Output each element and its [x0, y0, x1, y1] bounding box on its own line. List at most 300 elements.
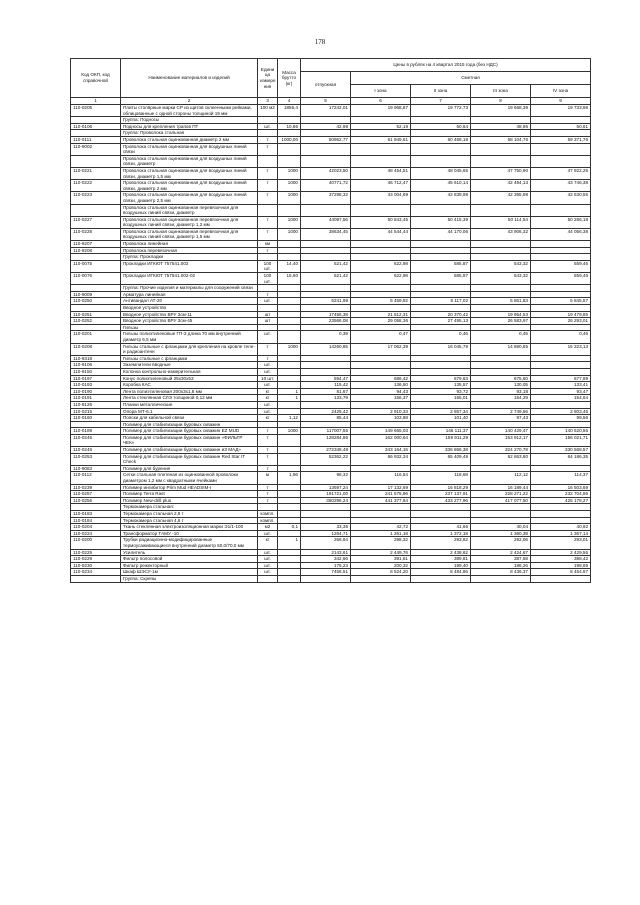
cell-zone-2-price: 19 772,73 [411, 105, 471, 117]
cell-zone-3-price: 42 494,13 [471, 180, 531, 192]
cell-unit [258, 421, 278, 428]
cell-name: Гильзы стальные с фланцами [121, 355, 258, 362]
cell-mass: 1 [278, 388, 301, 395]
cell-zone-3-price: 62 863,80 [471, 453, 531, 465]
cell-name: Проволока стальная оцинкованная перевязочная для воздушных линий связи, диаметр 1,5 мм [121, 228, 258, 240]
table-row [71, 305, 591, 312]
page-number: 178 [314, 38, 326, 46]
table-row [71, 408, 591, 415]
cell-zone-2-price: 679,63 [411, 375, 471, 382]
cell-zone-2-price: 16 045,79 [411, 343, 471, 355]
cell-code [71, 421, 121, 428]
table-row [71, 465, 591, 472]
cell-zone-2-price [411, 421, 471, 428]
table-row [71, 375, 591, 382]
cell-mass: 0,1 [278, 524, 301, 531]
cell-name: Проволока стальная оцинкованная для воздушных линий связи, диаметр 1,5 мм [121, 167, 258, 179]
cell-zone-4-price: 388,42 [531, 556, 591, 563]
cell-zone-4-price: 50 286,18 [531, 216, 591, 228]
cell-unit: т [258, 497, 278, 504]
cell-zone-2-price [411, 305, 471, 312]
cell-code: 110-0215 [71, 408, 121, 415]
cell-name: Гильзы [121, 324, 258, 331]
cell-zone-4-price: 156 021,71 [531, 434, 591, 446]
cell-release-price: 5241,98 [301, 298, 351, 305]
cell-release-price [301, 305, 351, 312]
cell-unit: т [258, 180, 278, 192]
header-unit: Едини ца измере ния [258, 59, 278, 98]
cell-code: 110-0221 [71, 167, 121, 179]
cell-code: 110-9207 [71, 241, 121, 248]
cell-zone-3-price: 417 077,50 [471, 497, 531, 504]
header-zone-4: IV зона [531, 85, 591, 98]
cell-zone-1-price [351, 254, 411, 261]
cell-zone-1-price: 200,32 [351, 562, 411, 569]
cell-zone-3-price: 154,29 [471, 395, 531, 402]
cell-zone-3-price: 40,04 [471, 524, 531, 531]
cell-unit: т [258, 465, 278, 472]
table-row [71, 331, 591, 343]
cell-code: 110-0253 [71, 453, 121, 465]
cell-zone-4-price [531, 241, 591, 248]
cell-zone-1-price [351, 517, 411, 524]
cell-release-price [301, 291, 351, 298]
cell-zone-1-price: 42,72 [351, 524, 411, 531]
cell-mass: 1856,4 [278, 105, 301, 117]
cell-release-price [301, 204, 351, 216]
cell-mass: 1000 [278, 180, 301, 192]
cell-zone-4-price: 19 479,85 [531, 311, 591, 318]
cell-zone-2-price: 60 468,18 [411, 136, 471, 143]
cell-zone-4-price: 154,64 [531, 395, 591, 402]
cell-zone-4-price [531, 421, 591, 428]
cell-name: Шкаф ШЭСУ-1м [121, 569, 258, 576]
cell-code: 110-9106 [71, 362, 121, 369]
cell-zone-2-price [411, 204, 471, 216]
cell-code: 110-0223 [71, 192, 121, 204]
table-row [71, 273, 591, 285]
table-row [71, 428, 591, 435]
column-index-row [71, 98, 591, 105]
table-row [71, 511, 591, 518]
cell-release-price: 23566,08 [301, 318, 351, 325]
cell-code: 110-9318 [71, 355, 121, 362]
cell-zone-2-price: 48 045,65 [411, 167, 471, 179]
cell-mass [278, 575, 301, 582]
table-row [71, 453, 591, 465]
cell-zone-3-price: 292,06 [471, 537, 531, 549]
cell-name: Трубки радиационно-модифицированные термоусаживающиеся внутренний диаметр 60,0/70,0 мм [121, 537, 258, 549]
table-row [71, 530, 591, 537]
table-row [71, 504, 591, 511]
cell-release-price: 40771,72 [301, 180, 351, 192]
cell-zone-4-price [531, 355, 591, 362]
cell-zone-2-price [411, 355, 471, 362]
cell-zone-1-price: 116,54 [351, 472, 411, 484]
cell-zone-2-price: 41,66 [411, 524, 471, 531]
cell-release-price: 7456,51 [301, 569, 351, 576]
cell-release-price: 521,42 [301, 273, 351, 285]
cell-name: Лента полиэтиленовая 200х3х1,8 мм [121, 388, 258, 395]
cell-zone-4-price [531, 143, 591, 155]
cell-zone-4-price: 330 568,57 [531, 447, 591, 454]
table-row [71, 298, 591, 305]
cell-zone-3-price: 153 912,17 [471, 434, 531, 446]
cell-unit: 100 шт. [258, 273, 278, 285]
cell-zone-3-price: 543,32 [471, 273, 531, 285]
cell-name: Гильзы полиэтиленовые ГП-3 длина 70 мм внутренний диаметр 6,5 мм [121, 331, 258, 343]
cell-mass [278, 569, 301, 576]
cell-unit: т [258, 355, 278, 362]
cell-unit: т [258, 192, 278, 204]
cell-zone-2-price [411, 511, 471, 518]
table-row [71, 362, 591, 369]
cell-zone-2-price: 237 137,91 [411, 491, 471, 498]
cell-name: Полимер для стабилизации буровых скважин иЗ МАД» [121, 447, 258, 454]
table-row [71, 556, 591, 563]
cell-code: 110-0227 [71, 216, 121, 228]
cell-zone-3-price: 16 189,44 [471, 484, 531, 491]
cell-name: Термокамера стальная 4,6 т [121, 517, 258, 524]
cell-code: 110-0246 [71, 447, 121, 454]
header-zone-3: III зона [471, 85, 531, 98]
table-row [71, 324, 591, 331]
cell-zone-1-price [351, 143, 411, 155]
cell-mass: 1 [278, 395, 301, 402]
cell-zone-4-price: 2 429,56 [531, 549, 591, 556]
cell-release-price: 37298,32 [301, 192, 351, 204]
cell-mass: 14,40 [278, 260, 301, 272]
col-index: 1 [71, 98, 121, 105]
cell-mass: 1000 [278, 228, 301, 240]
cell-code: 110-9150 [71, 368, 121, 375]
cell-zone-1-price: 19 968,87 [351, 105, 411, 117]
cell-release-price [301, 247, 351, 254]
cell-zone-3-price [471, 401, 531, 408]
cell-zone-3-price [471, 575, 531, 582]
cell-code: 110-0191 [71, 395, 121, 402]
cell-name: Сетки стальная плетеная из оцинкованной проволоки диаметром 1,2 мм с квадратными ячейками [121, 472, 258, 484]
cell-name: Полимер для стабилизации буровых скважин EZ MUD [121, 428, 258, 435]
cell-mass: 1000 [278, 192, 301, 204]
cell-zone-2-price: 93,72 [411, 388, 471, 395]
cell-mass [278, 324, 301, 331]
cell-release-price [301, 421, 351, 428]
cell-mass: 1000,00 [278, 136, 301, 143]
cell-mass [278, 491, 301, 498]
cell-zone-2-price: 6 117,02 [411, 298, 471, 305]
cell-mass [278, 562, 301, 569]
table-row [71, 447, 591, 454]
cell-unit [258, 575, 278, 582]
cell-release-price: 272348,48 [301, 447, 351, 454]
cell-code: 110-0193 [71, 382, 121, 389]
cell-zone-1-price [351, 362, 411, 369]
cell-mass: 1,12 [278, 415, 301, 422]
cell-mass [278, 408, 301, 415]
cell-zone-2-price: 146 111,37 [411, 428, 471, 435]
cell-code [71, 155, 121, 167]
table-row [71, 204, 591, 216]
cell-name: Пояски для кабельной связи [121, 415, 258, 422]
cell-name: Термокамера стальная 2,9 т [121, 511, 258, 518]
cell-zone-2-price: 16 818,29 [411, 484, 471, 491]
cell-release-price: 2425,42 [301, 408, 351, 415]
cell-zone-1-price [351, 368, 411, 375]
cell-name: Вводное устройство [121, 305, 258, 312]
cell-code: 110-0184 [71, 517, 121, 524]
cell-mass [278, 130, 301, 137]
cell-zone-3-price [471, 305, 531, 312]
cell-mass [278, 556, 301, 563]
cell-mass [278, 549, 301, 556]
cell-mass [278, 382, 301, 389]
cell-code [71, 204, 121, 216]
cell-mass [278, 291, 301, 298]
cell-zone-2-price: 2 438,62 [411, 549, 471, 556]
cell-release-price: 42023,50 [301, 167, 351, 179]
table-row [71, 291, 591, 298]
cell-zone-2-price: 50 415,39 [411, 216, 471, 228]
cell-zone-1-price: 17 062,39 [351, 343, 411, 355]
table-row [71, 562, 591, 569]
cell-code [71, 575, 121, 582]
cell-release-price [301, 465, 351, 472]
cell-unit: 100 м2 [258, 105, 278, 117]
cell-zone-3-price: 140 429,47 [471, 428, 531, 435]
cell-zone-2-price: 336 866,38 [411, 447, 471, 454]
cell-zone-1-price [351, 355, 411, 362]
cell-name: Полимер New-drill plus [121, 497, 258, 504]
cell-unit: компл. [258, 517, 278, 524]
cell-unit: шт. [258, 556, 278, 563]
cell-zone-3-price: 130,05 [471, 382, 531, 389]
cell-release-price [301, 241, 351, 248]
cell-mass [278, 318, 301, 325]
cell-zone-2-price [411, 247, 471, 254]
cell-zone-1-price: 29 058,36 [351, 318, 411, 325]
cell-mass [278, 368, 301, 375]
cell-zone-2-price [411, 368, 471, 375]
cell-zone-2-price: 293,82 [411, 537, 471, 549]
cell-zone-2-price: 65 409,49 [411, 453, 471, 465]
cell-release-price: 521,42 [301, 260, 351, 272]
cell-zone-1-price: 686,42 [351, 375, 411, 382]
cell-mass: 1000 [278, 167, 301, 179]
cell-unit [258, 305, 278, 312]
table-row [71, 382, 591, 389]
cell-zone-3-price [471, 324, 531, 331]
col-index: 6 [351, 98, 411, 105]
table-row [71, 143, 591, 155]
cell-code [71, 254, 121, 261]
cell-zone-2-price: 50,64 [411, 123, 471, 130]
table-row [71, 228, 591, 240]
cell-unit: т [258, 228, 278, 240]
cell-zone-2-price [411, 575, 471, 582]
table-row [71, 260, 591, 272]
cell-code: 110-9208 [71, 247, 121, 254]
cell-zone-3-price: 47 750,90 [471, 167, 531, 179]
table-row [71, 311, 591, 318]
cell-unit: км [258, 241, 278, 248]
cell-unit: шт. [258, 298, 278, 305]
cell-zone-4-price: 1 367,14 [531, 530, 591, 537]
cell-name: Проволока линейная [121, 241, 258, 248]
cell-zone-3-price: 48,95 [471, 123, 531, 130]
cell-zone-2-price: 42 839,98 [411, 192, 471, 204]
cell-mass [278, 504, 301, 511]
col-index: 4 [278, 98, 301, 105]
cell-zone-1-price: 298,32 [351, 537, 411, 549]
cell-zone-3-price [471, 511, 531, 518]
cell-zone-4-price: 19 733,98 [531, 105, 591, 117]
table-row [71, 136, 591, 143]
cell-zone-2-price [411, 362, 471, 369]
table-row [71, 472, 591, 484]
cell-mass [278, 298, 301, 305]
cell-release-price [301, 130, 351, 137]
cell-zone-3-price [471, 362, 531, 369]
cell-mass [278, 305, 301, 312]
cell-unit [258, 204, 278, 216]
cell-zone-3-price: 42 395,98 [471, 192, 531, 204]
cell-zone-2-price: 135,57 [411, 382, 471, 389]
cell-zone-2-price: 199,40 [411, 562, 471, 569]
table-row [71, 421, 591, 428]
cell-zone-4-price [531, 285, 591, 292]
cell-zone-1-price: 156,37 [351, 395, 411, 402]
cell-release-price: 85,44 [301, 415, 351, 422]
cell-code [71, 130, 121, 137]
cell-release-price [301, 355, 351, 362]
cell-code: 110-0190 [71, 388, 121, 395]
cell-unit: кг [258, 537, 278, 549]
cell-code [71, 285, 121, 292]
cell-zone-1-price: 21 512,31 [351, 311, 411, 318]
table-row [71, 388, 591, 395]
cell-unit: т [258, 136, 278, 143]
cell-unit [258, 117, 278, 124]
cell-unit [258, 504, 278, 511]
cell-unit [258, 155, 278, 167]
cell-zone-4-price [531, 575, 591, 582]
cell-unit: шт. [258, 562, 278, 569]
table-row [71, 167, 591, 179]
cell-code: 110-0205 [71, 105, 121, 117]
cell-zone-2-price: 27 495,13 [411, 318, 471, 325]
cell-release-price [301, 517, 351, 524]
cell-zone-1-price [351, 155, 411, 167]
cell-zone-4-price [531, 517, 591, 524]
table-row [71, 180, 591, 192]
cell-unit: т [258, 491, 278, 498]
cell-zone-4-price: 99,56 [531, 415, 591, 422]
cell-unit: т [258, 428, 278, 435]
cell-code: 110-9009 [71, 291, 121, 298]
cell-zone-2-price: 101,40 [411, 415, 471, 422]
cell-release-price: 128284,86 [301, 434, 351, 446]
cell-zone-1-price [351, 305, 411, 312]
cell-name: Плиты столярные марки СР из щитов склеенными рейками, облицованные с одной стороны толщиной 19 мм [121, 105, 258, 117]
header-mass: Масса брутто (кг) [278, 59, 301, 98]
cell-mass [278, 204, 301, 216]
cell-release-price: 175,23 [301, 562, 351, 569]
cell-zone-1-price: 46 712,47 [351, 180, 411, 192]
cell-mass: 1,96 [278, 472, 301, 484]
table-row [71, 491, 591, 498]
cell-zone-4-price [531, 247, 591, 254]
cell-zone-4-price: 0,46 [531, 331, 591, 343]
table-row [71, 434, 591, 446]
cell-name: Арматура линейная [121, 291, 258, 298]
table-row [71, 401, 591, 408]
cell-unit: т [258, 343, 278, 355]
cell-code: 110-0239 [71, 484, 121, 491]
table-row [71, 216, 591, 228]
cell-mass [278, 143, 301, 155]
cell-release-price: 133,79 [301, 395, 351, 402]
cell-zone-3-price [471, 291, 531, 298]
cell-zone-2-price: 118,68 [411, 472, 471, 484]
header-zone-1: I зона [351, 85, 411, 98]
cell-zone-1-price [351, 247, 411, 254]
cell-code: 110-0160 [71, 415, 121, 422]
cell-zone-3-price [471, 247, 531, 254]
cell-mass [278, 241, 301, 248]
cell-name: Группа: Скрепы [121, 575, 258, 582]
cell-zone-1-price: 136,50 [351, 382, 411, 389]
cell-code: 110-9083 [71, 465, 121, 472]
cell-zone-4-price: 50,61 [531, 123, 591, 130]
cell-zone-3-price [471, 155, 531, 167]
cell-zone-1-price [351, 204, 411, 216]
table-row [71, 254, 591, 261]
cell-name: Коробка КАС [121, 382, 258, 389]
cell-zone-1-price: 43 004,69 [351, 192, 411, 204]
cell-unit: м2 [258, 524, 278, 531]
table-row [71, 285, 591, 292]
cell-zone-3-price: 1 360,38 [471, 530, 531, 537]
cell-zone-3-price: 2 749,56 [471, 408, 531, 415]
cell-zone-3-price: 50 114,54 [471, 216, 531, 228]
cell-zone-4-price: 16 503,69 [531, 484, 591, 491]
cell-code: 110-9126 [71, 401, 121, 408]
cell-zone-1-price: 17 132,69 [351, 484, 411, 491]
cell-zone-2-price: 45 610,14 [411, 180, 471, 192]
cell-zone-1-price [351, 504, 411, 511]
header-zone-2: II зона [411, 85, 471, 98]
cell-code: 110-0228 [71, 228, 121, 240]
cell-name: Термокамера стальная: [121, 504, 258, 511]
cell-zone-1-price: 343 164,15 [351, 447, 411, 454]
cell-unit [258, 285, 278, 292]
cell-zone-3-price [471, 204, 531, 216]
cell-unit: т [258, 453, 278, 465]
cell-code: 110-0201 [71, 331, 121, 343]
table-row [71, 415, 591, 422]
cell-release-price [301, 511, 351, 518]
cell-zone-3-price [471, 285, 531, 292]
cell-code: 110-0208 [71, 343, 121, 355]
cell-zone-1-price [351, 401, 411, 408]
cell-zone-1-price [351, 324, 411, 331]
cell-release-price [301, 401, 351, 408]
cell-zone-3-price: 19 668,39 [471, 105, 531, 117]
cell-zone-3-price [471, 421, 531, 428]
cell-code [71, 305, 121, 312]
cell-zone-2-price [411, 401, 471, 408]
